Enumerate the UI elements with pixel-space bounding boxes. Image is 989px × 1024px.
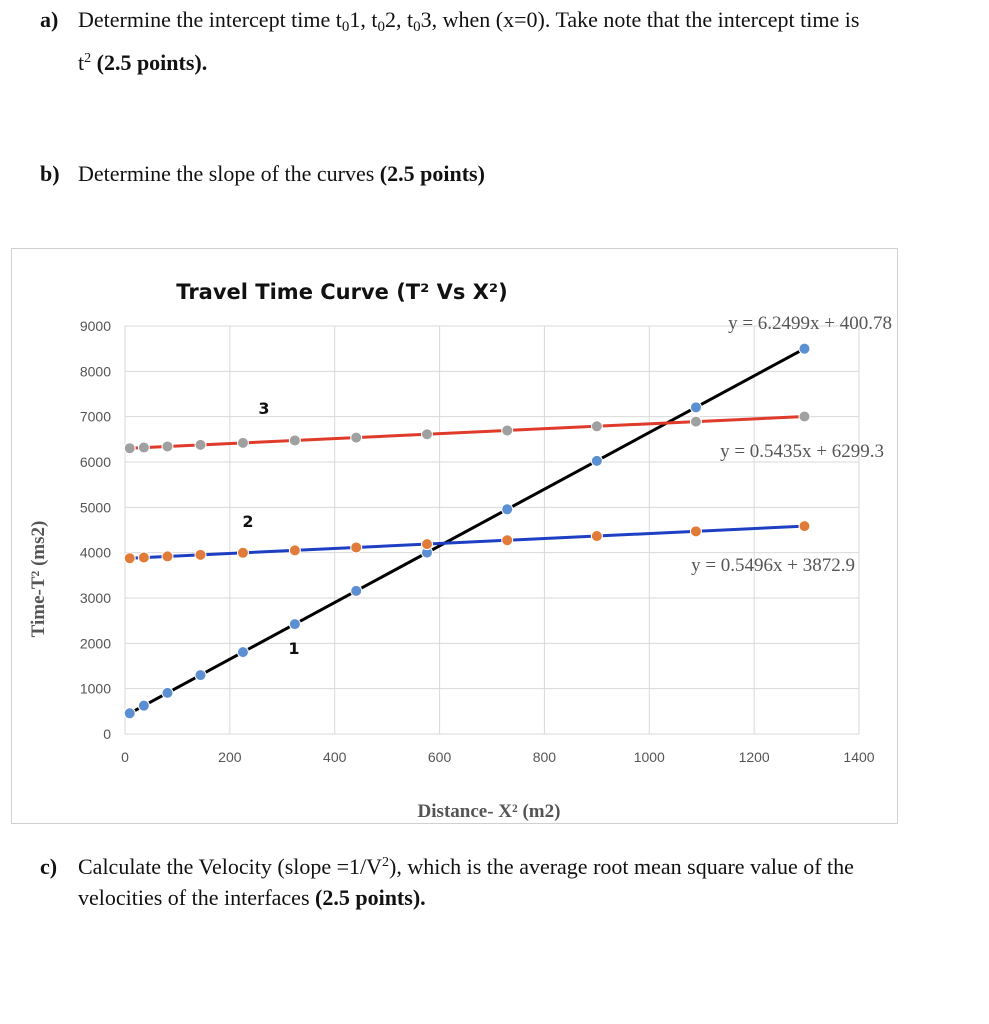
- data-point-series-3: [421, 429, 432, 440]
- y-tick-label: 1000: [79, 680, 111, 697]
- y-tick-label: 2000: [79, 635, 111, 652]
- superscript: 2: [84, 51, 92, 66]
- data-point-series-1: [591, 455, 602, 466]
- subscript: 0: [377, 19, 386, 35]
- data-point-series-3: [195, 439, 206, 450]
- x-tick-label: 1000: [633, 749, 665, 765]
- data-point-series-1: [237, 647, 248, 658]
- data-point-series-2: [195, 549, 206, 560]
- y-tick-label: 9000: [79, 318, 111, 334]
- curve-label-1: 1: [288, 639, 300, 658]
- question-a-points: (2.5 points).: [96, 50, 208, 75]
- question-a: [40, 4, 859, 78]
- data-point-series-2: [237, 547, 248, 558]
- data-point-series-2: [799, 521, 810, 532]
- data-point-series-3: [502, 425, 513, 436]
- x-tick-label: 800: [532, 749, 557, 765]
- data-point-series-3: [162, 441, 173, 452]
- x-tick-label: 600: [427, 749, 452, 765]
- data-point-series-3: [690, 416, 701, 427]
- data-point-series-2: [289, 545, 300, 556]
- data-point-series-3: [138, 442, 149, 453]
- data-point-series-3: [799, 411, 810, 422]
- question-a-text: Determine the intercept time t: [78, 7, 342, 32]
- curve-label-3: 3: [258, 399, 270, 418]
- y-tick-label: 0: [103, 726, 111, 742]
- data-point-series-2: [351, 542, 362, 553]
- data-point-series-1: [502, 504, 513, 515]
- data-point-series-1: [124, 708, 135, 719]
- y-tick-label: 8000: [79, 363, 111, 380]
- trendline-equation-2: y = 0.5496x + 3872.9: [691, 555, 855, 576]
- data-point-series-3: [289, 435, 300, 446]
- y-tick-label: 4000: [79, 544, 111, 561]
- y-axis-label: Time-T² (ms2): [28, 520, 49, 638]
- x-tick-label: 1400: [843, 749, 875, 765]
- superscript: 2: [382, 855, 390, 870]
- subscript: 0: [413, 19, 421, 35]
- y-tick-label: 5000: [79, 499, 111, 516]
- data-point-series-3: [237, 437, 248, 448]
- data-point-series-3: [124, 443, 135, 454]
- data-point-series-2: [124, 553, 135, 564]
- question-a-text: 1, t: [349, 7, 378, 32]
- question-b-points: (2.5 points): [379, 161, 485, 186]
- question-b: [40, 158, 485, 189]
- chart-title: Travel Time Curve (T² Vs X²): [176, 280, 508, 304]
- x-tick-label: 1200: [738, 749, 770, 765]
- question-b-label: b): [40, 161, 60, 186]
- curve-label-2: 2: [242, 512, 254, 531]
- x-tick-label: 0: [121, 749, 129, 765]
- question-c-text: velocities of the interfaces: [78, 885, 310, 910]
- data-point-series-2: [138, 552, 149, 563]
- question-a-label: a): [40, 7, 59, 32]
- data-point-series-3: [351, 432, 362, 443]
- data-point-series-1: [162, 687, 173, 698]
- data-point-series-2: [502, 535, 513, 546]
- x-tick-label: 400: [323, 749, 347, 765]
- y-tick-label: 6000: [79, 454, 111, 470]
- question-c-points: (2.5 points).: [315, 885, 426, 910]
- question-a-text: 3, when (x=0). Take note that the intercept time is: [420, 7, 860, 32]
- trendline-equation-3: y = 0.5435x + 6299.3: [720, 441, 884, 462]
- question-a-text: 2, t: [385, 7, 414, 32]
- data-point-series-2: [162, 551, 173, 562]
- y-tick-label: 7000: [79, 408, 111, 425]
- question-c-text: Calculate the Velocity (slope =1/V: [78, 854, 383, 879]
- question-c-label: c): [40, 854, 58, 879]
- travel-time-chart: [11, 248, 898, 824]
- data-point-series-2: [690, 526, 701, 537]
- data-point-series-1: [351, 585, 362, 596]
- question-c: [40, 847, 854, 913]
- data-point-series-1: [799, 343, 810, 354]
- data-point-series-3: [591, 421, 602, 432]
- data-point-series-2: [591, 531, 602, 542]
- x-axis-label: Distance- X² (m2): [417, 801, 561, 822]
- chart-svg: [12, 249, 899, 825]
- x-tick-label: 200: [218, 749, 242, 765]
- subscript: 0: [341, 19, 350, 35]
- question-b-text: Determine the slope of the curves: [78, 161, 375, 186]
- data-point-series-1: [289, 619, 300, 630]
- trendline-equation-1: y = 6.2499x + 400.78: [728, 313, 892, 334]
- y-tick-label: 3000: [79, 590, 111, 606]
- question-c-text: ), which is the average root mean square value of the: [389, 854, 854, 879]
- data-point-series-1: [138, 700, 149, 711]
- data-point-series-2: [421, 539, 432, 550]
- data-point-series-1: [690, 402, 701, 413]
- trendline-series-3: [130, 417, 805, 449]
- question-a-text: t: [78, 50, 85, 75]
- data-point-series-1: [195, 670, 206, 681]
